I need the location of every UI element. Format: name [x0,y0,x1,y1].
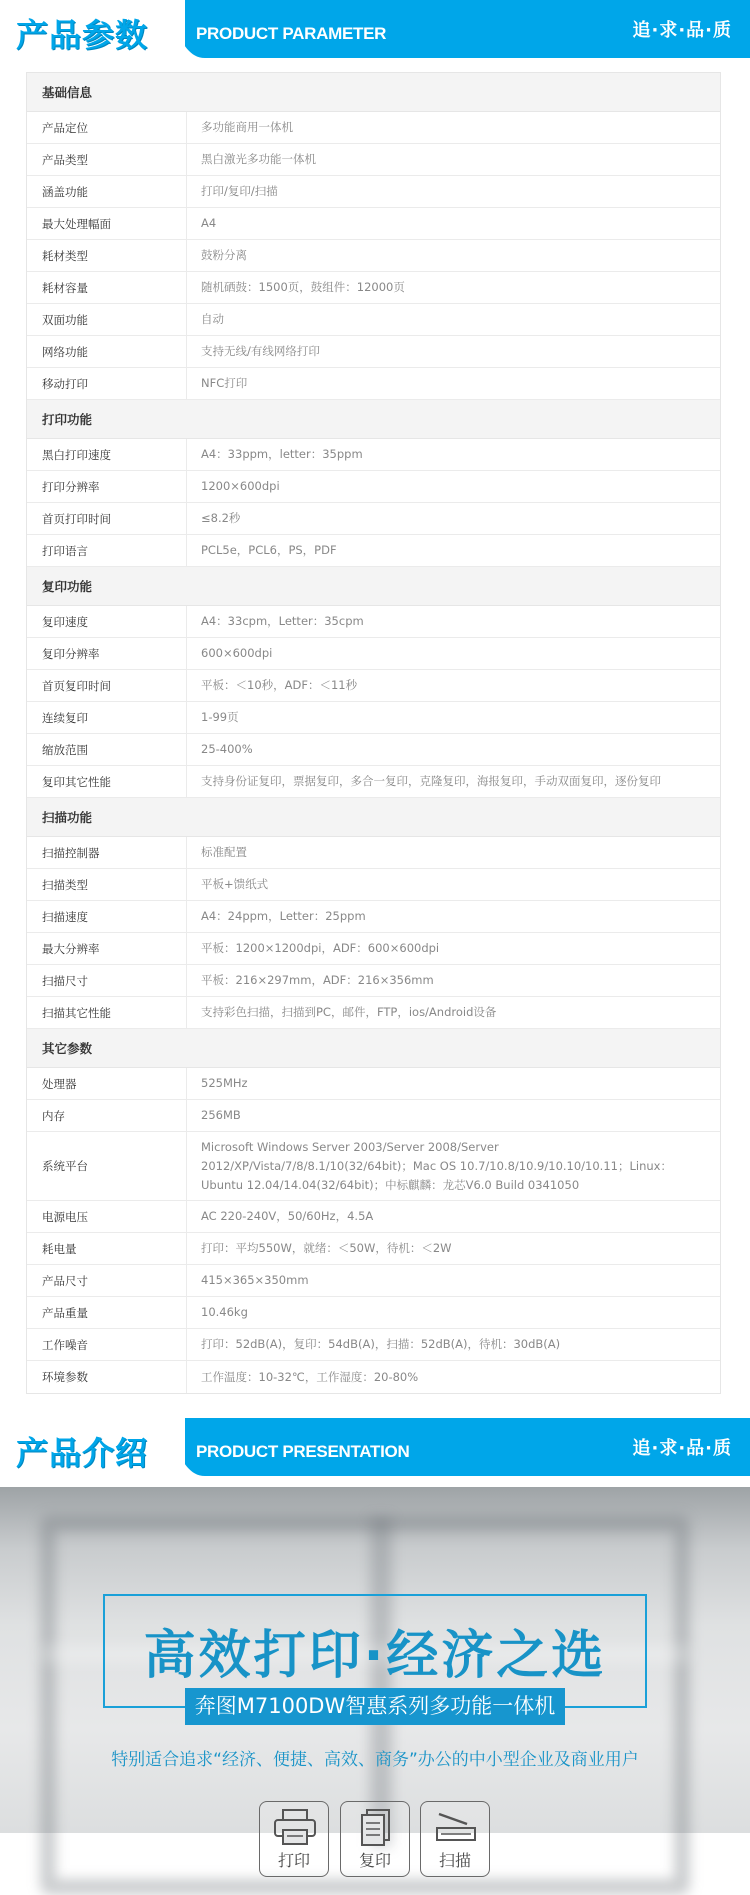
hero-section [0,1487,750,1870]
param-key: 缩放范围 [27,734,187,765]
param-value: A4：33cpm，Letter：35cpm [201,614,364,628]
param-key: 工作噪音 [27,1329,187,1360]
table-row [27,112,720,144]
intro-cn-title: 产品介绍 [16,1434,149,1472]
param-banner [0,0,750,58]
intro-slogan: 追·求·品·质 [632,1438,732,1459]
table-row [27,144,720,176]
param-key: 涵盖功能 [27,176,187,207]
table-row [27,702,720,734]
param-key: 扫描其它性能 [27,997,187,1028]
param-key: 耗电量 [27,1233,187,1264]
param-value: 支持身份证复印，票据复印，多合一复印，克隆复印，海报复印，手动双面复印，逐份复印 [201,774,661,788]
scanner-icon [433,1808,479,1848]
param-value: 自动 [201,312,224,326]
param-value: 打印：平均550W，就绪：＜50W，待机：＜2W [201,1241,452,1255]
table-row [27,208,720,240]
param-key: 网络功能 [27,336,187,367]
printer-icon [272,1808,318,1848]
table-row [27,304,720,336]
feature-print [259,1801,329,1877]
table-row [27,272,720,304]
param-key: 首页打印时间 [27,503,187,534]
section-heading: 打印功能 [27,400,720,439]
table-row [27,368,720,400]
param-key: 电源电压 [27,1201,187,1232]
param-en-title: PRODUCT PARAMETER [196,24,387,43]
param-value: AC 220-240V，50/60Hz，4.5A [201,1209,374,1223]
param-value: 打印：52dB(A)，复印：54dB(A)，扫描：52dB(A)，待机：30dB(A) [201,1337,561,1351]
param-key: 扫描速度 [27,901,187,932]
param-key: 复印分辨率 [27,638,187,669]
table-row [27,734,720,766]
param-value: A4：24ppm，Letter：25ppm [201,909,366,923]
param-key: 扫描尺寸 [27,965,187,996]
param-value: 25-400% [201,742,253,756]
hero-headline: 高效打印·经济之选 [143,1626,607,1686]
feature-copy [340,1801,410,1877]
param-slogan: 追·求·品·质 [632,20,732,41]
param-key: 耗材容量 [27,272,187,303]
table-row [27,606,720,638]
param-key: 环境参数 [27,1361,187,1393]
section-heading: 基础信息 [27,73,720,112]
param-value: 多功能商用一体机 [201,120,293,134]
param-value: 黑白激光多功能一体机 [201,152,316,166]
param-value: 415×365×350mm [201,1273,309,1287]
table-row [27,837,720,869]
param-value: 平板：216×297mm，ADF：216×356mm [201,973,434,987]
param-key: 连续复印 [27,702,187,733]
param-value: 标准配置 [201,845,247,859]
param-value: 工作温度：10-32℃，工作湿度：20-80% [201,1369,419,1384]
param-value: 1200×600dpi [201,479,280,493]
intro-en-title: PRODUCT PRESENTATION [196,1442,410,1461]
param-cn-title: 产品参数 [16,16,149,54]
param-key: 双面功能 [27,304,187,335]
table-row [27,965,720,997]
table-row [27,439,720,471]
table-row [27,933,720,965]
param-key: 扫描类型 [27,869,187,900]
param-key: 黑白打印速度 [27,439,187,470]
hero-tagline: 特别适合追求“经济、便捷、高效、商务”办公的中小型企业及商业用户 [111,1750,639,1770]
param-value: 平板+馈纸式 [201,877,269,891]
section-heading: 其它参数 [27,1029,720,1068]
feature-label: 复印 [358,1851,391,1870]
param-key: 内存 [27,1100,187,1131]
param-value: 打印/复印/扫描 [201,184,278,198]
param-value: Microsoft Windows Server 2003/Server 2008/Server 2012/XP/Vista/7/8/8.1/10(32/64bit)；Mac OS 10.7/10.8/10.9/10.10/10.11；Linux：Ubuntu 12.04/14.04(32/64bit)；中标麒麟：龙芯V6.0 Build 0341050 [201,1139,672,1192]
param-value: 10.46kg [201,1305,248,1319]
param-value: PCL5e，PCL6，PS，PDF [201,543,337,557]
feature-label: 打印 [277,1851,310,1870]
table-row [27,1265,720,1297]
hero-subline: 奔图M7100DW智惠系列多功能一体机 [185,1688,565,1725]
table-row [27,869,720,901]
table-row [27,766,720,798]
table-row [27,176,720,208]
parameter-table [26,72,721,1394]
table-row [27,1233,720,1265]
section-heading: 复印功能 [27,567,720,606]
param-key: 最大分辨率 [27,933,187,964]
param-key: 复印其它性能 [27,766,187,797]
table-row [27,670,720,702]
table-row [27,1201,720,1233]
param-key: 复印速度 [27,606,187,637]
param-key: 系统平台 [27,1132,187,1200]
param-value: 鼓粉分离 [201,248,247,262]
param-key: 产品定位 [27,112,187,143]
param-key: 首页复印时间 [27,670,187,701]
param-value: 256MB [201,1108,241,1122]
table-row [27,471,720,503]
feature-scan [420,1801,490,1877]
param-value: NFC打印 [201,376,248,390]
param-key: 打印语言 [27,535,187,566]
param-value: A4 [201,216,217,230]
param-key: 产品尺寸 [27,1265,187,1296]
param-key: 产品类型 [27,144,187,175]
feature-label: 扫描 [438,1851,471,1870]
param-value: 支持无线/有线网络打印 [201,344,320,358]
section-heading: 扫描功能 [27,798,720,837]
table-row [27,997,720,1029]
param-value: 平板：＜10秒，ADF：＜11秒 [201,678,358,692]
table-row [27,1329,720,1361]
table-row [27,336,720,368]
param-key: 移动打印 [27,368,187,399]
table-row [27,638,720,670]
param-value: 525MHz [201,1076,248,1090]
table-row [27,1100,720,1132]
param-key: 打印分辨率 [27,471,187,502]
table-row [27,535,720,567]
param-value: 600×600dpi [201,646,273,660]
param-value: 平板：1200×1200dpi，ADF：600×600dpi [201,941,440,955]
param-key: 最大处理幅面 [27,208,187,239]
param-value: 1-99页 [201,710,239,724]
table-row [27,901,720,933]
intro-banner [0,1418,750,1476]
table-row [27,503,720,535]
param-value: ≤8.2秒 [201,511,241,525]
copy-icon [353,1808,399,1848]
table-row [27,1068,720,1100]
param-value: 支持彩色扫描，扫描到PC，邮件，FTP，ios/Android设备 [201,1005,497,1019]
param-key: 产品重量 [27,1297,187,1328]
param-key: 处理器 [27,1068,187,1099]
table-row [27,1297,720,1329]
table-row [27,1361,720,1393]
table-row [27,1132,720,1201]
param-key: 耗材类型 [27,240,187,271]
param-key: 扫描控制器 [27,837,187,868]
param-value: A4：33ppm，letter：35ppm [201,447,363,461]
table-row [27,240,720,272]
param-value: 随机硒鼓：1500页，鼓组件：12000页 [201,280,405,294]
